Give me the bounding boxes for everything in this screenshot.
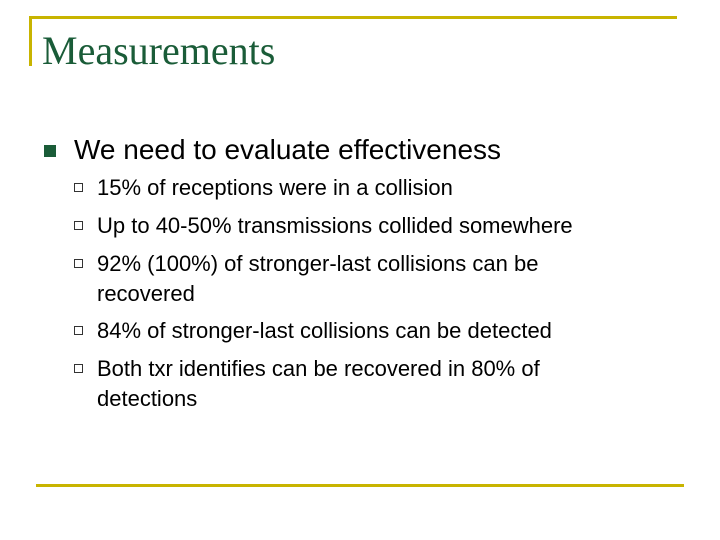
left-border-line [29,16,32,66]
top-border-line [29,16,677,19]
sub-bullet-transmissions: Up to 40-50% transmissions collided somewhere [97,213,573,238]
sub-bullet-recovered: 92% (100%) of stronger-last collisions can be [97,251,539,276]
sub-bullet-identifiers-continued: detections [97,386,198,411]
hollow-square-bullet-icon [74,183,83,192]
main-bullet-text: We need to evaluate effectiveness [74,134,502,165]
sub-bullet-detected: 84% of stronger-last collisions can be detected [97,318,552,343]
hollow-square-bullet-icon [74,326,83,335]
hollow-square-bullet-icon [74,259,83,268]
sub-bullet-identifiers: Both txr identifies can be recovered in 80% of [97,356,540,381]
hollow-square-bullet-icon [74,364,83,373]
sub-bullet-receptions: 15% of receptions were in a collision [97,175,453,200]
bottom-border-line [36,484,684,487]
slide-title: Measurements [42,28,276,73]
square-bullet-icon [44,145,56,157]
hollow-square-bullet-icon [74,221,83,230]
sub-bullet-recovered-continued: recovered [97,281,195,306]
